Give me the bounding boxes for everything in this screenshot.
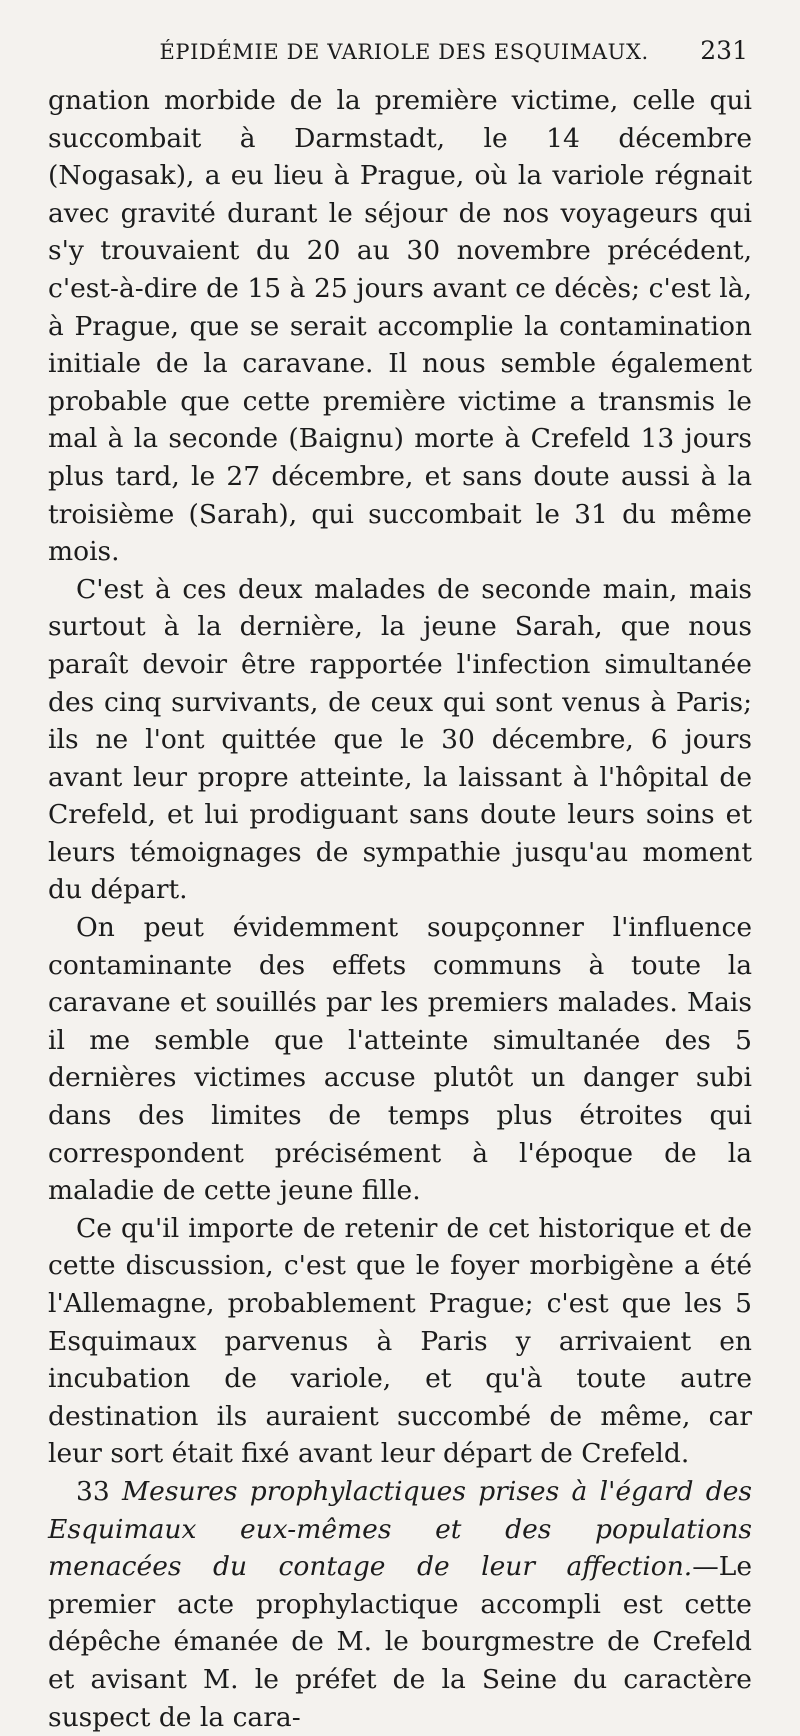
section-number: 33 — [76, 1475, 110, 1507]
page-header — [48, 36, 752, 82]
paragraph-contamination: On peut évidemment soupçonner l'influence contaminante des effets communs à toute la caravane et souillés par les premiers malades. Mais il me semble que l'atteinte simultanée des 5 dernières victimes accuse plutôt un danger subi dans des limites de temps plus étroites qui correspondent précisément à l'époque de la maladie de cette jeune fille. — [48, 912, 752, 1207]
paragraph-infection-source: C'est à ces deux malades de seconde main, mais surtout à la dernière, la jeune Sarah, que nous paraît devoir être rapportée l'infection simultanée des cinq survivants, de ceux qui sont venus à Paris; ils ne l'ont quittée que le 30 décembre, 6 jours avant leur propre atteinte, la laissant à l'hôpital de Crefeld, et lui prodiguant sans doute leurs soins et leurs témoignages de sympathie jusqu'au moment du départ. — [48, 573, 752, 906]
page-number: 231 — [700, 36, 748, 65]
section-text: —Le premier acte prophylactique accompli est cette dépêche émanée de M. le bourgmestre de Crefeld et avisant M. le préfet de la Seine du caractère suspect de la cara- — [48, 1551, 752, 1733]
paragraph-conclusion: Ce qu'il importe de retenir de cet historique et de cette discussion, c'est que le foyer morbigène a été l'Allemagne, probablement Prague; c'est que les 5 Esquimaux parvenus à Paris y arrivaient en incubation de variole, et qu'à toute autre destination ils auraient succombé de même, car leur sort était fixé avant leur départ de Crefeld. — [48, 1212, 752, 1470]
running-head: ÉPIDÉMIE DE VARIOLE DES ESQUIMAUX. — [159, 40, 649, 64]
body-text — [48, 82, 752, 1736]
paragraph-continuation: gnation morbide de la première victime, celle qui succombait à Darmstadt, le 14 décembre (Nogasak), a eu lieu à Prague, où la variole régnait avec gravité durant le séjour de nos voyageurs qui s'y trouvaient du 20 au 30 novembre précédent, c'est-à-dire de 15 à 25 jours avant ce décès; c'est là, à Prague, que se serait accomplie la contamination initiale de la caravane. Il nous semble également probable que cette première victime a transmis le mal à la seconde (Baignu) morte à Crefeld 13 jours plus tard, le 27 décembre, et sans doute aussi à la troisième (Sarah), qui succombait le 31 du même mois. — [48, 85, 752, 568]
section-title: Mesures prophylactiques prises à l'égard des Esquimaux eux-mêmes et des populations menacées du contage de leur affection. — [48, 1475, 752, 1583]
section-paragraph — [48, 1473, 752, 1736]
